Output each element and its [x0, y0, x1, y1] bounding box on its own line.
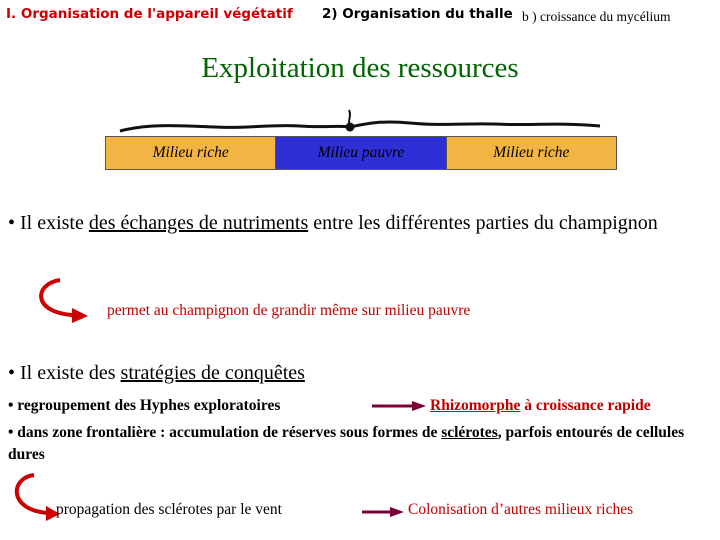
curved-arrow-icon-2 — [17, 475, 48, 513]
subsection-title: 2) Organisation du thalle — [322, 6, 513, 22]
strategy-line-1: • regroupement des Hyphes exploratoires — [8, 397, 281, 414]
rhizomorphe-word: Rhizomorphe — [430, 397, 521, 414]
line2-prefix: • dans zone frontalière : accumulation de réserves sous formes de — [8, 424, 442, 441]
topic-title: b ) croissance du mycélium — [522, 9, 671, 24]
zone-poor: Milieu pauvre — [275, 137, 445, 169]
zone-rich-left: Milieu riche — [106, 137, 275, 169]
colonisation-text: Colonisation d’autres milieux riches — [408, 501, 634, 518]
bullet-text-suffix: entre les différentes parties du champignon — [308, 212, 658, 234]
mycelium-line — [120, 122, 600, 131]
bullet-text: • Il existe des — [8, 362, 121, 384]
bullet-strategies — [8, 362, 305, 385]
consequence-text: permet au champignon de grandir même sur milieu pauvre — [107, 302, 471, 319]
zone-rich-right: Milieu riche — [446, 137, 616, 169]
arrowhead-icon — [72, 308, 88, 323]
rhizomorphe-rest: à croissance rapide — [520, 397, 651, 414]
bullet-underlined: stratégies de conquêtes — [120, 362, 305, 384]
curved-arrow-icon — [41, 280, 72, 315]
propagation-text: propagation des sclérotes par le vent — [56, 501, 282, 518]
rhizomorphe-text — [430, 397, 651, 415]
line2-suffix: , parfois entourés de cellules dures — [8, 424, 685, 463]
sclerotes-word: sclérotes — [441, 424, 498, 441]
section-title: I. Organisation de l'appareil végétatif — [6, 6, 293, 22]
media-zones — [105, 136, 617, 170]
slide-title: Exploitation des ressources — [201, 52, 519, 84]
mycelium-branch — [349, 110, 350, 127]
bullet-exchanges — [8, 210, 714, 236]
bullet-underlined: des échanges de nutriments — [88, 212, 309, 234]
strategy-line-2 — [8, 422, 718, 466]
bullet-text: • Il existe — [8, 212, 89, 234]
